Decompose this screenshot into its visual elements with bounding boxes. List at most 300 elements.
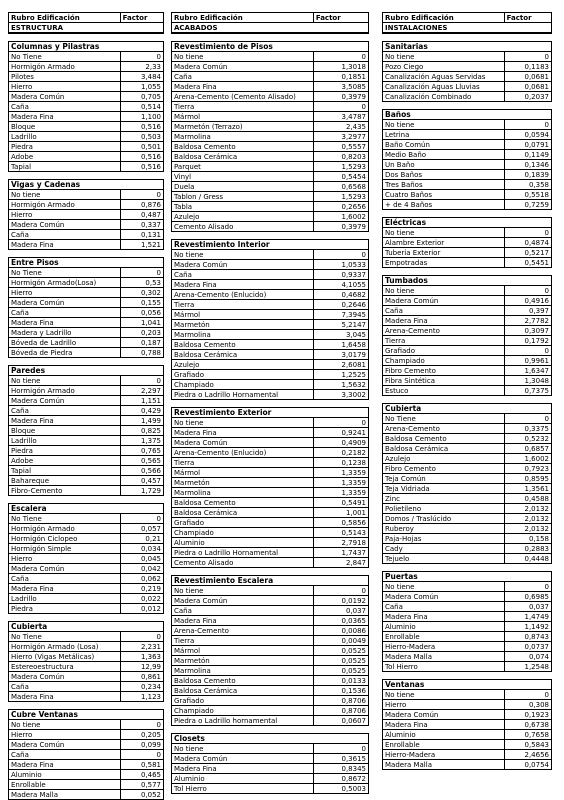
table-row <box>383 484 552 494</box>
factor-value: 0 <box>120 268 163 278</box>
factor-value: 0,057 <box>120 524 163 534</box>
table-row <box>383 494 552 504</box>
rubro-name: Madera Fina <box>9 112 121 122</box>
table-row <box>9 524 164 534</box>
table-row <box>172 438 369 448</box>
factor-value: 1,4749 <box>504 612 551 622</box>
factor-value: 0,6985 <box>504 592 551 602</box>
table-row <box>383 326 552 336</box>
factor-value: 0,155 <box>120 298 163 308</box>
section-title: Revestimiento Interior <box>172 240 369 250</box>
factor-value: 0,8345 <box>313 764 368 774</box>
rubro-name: Pozo Ciego <box>383 62 505 72</box>
rubro-name: Marmolina <box>172 666 314 676</box>
rubro-name: Marmetón <box>172 478 314 488</box>
category-title: ACABADOS <box>172 23 369 34</box>
gap-cell <box>383 564 552 572</box>
gap-cell <box>9 614 164 622</box>
table-row <box>172 448 369 458</box>
factor-value: 0,234 <box>120 682 163 692</box>
rubro-name: Dos Baños <box>383 170 505 180</box>
table-row <box>172 538 369 548</box>
factor-value: 2,297 <box>120 386 163 396</box>
rubro-name: Marmolina <box>172 330 314 340</box>
table-row <box>383 414 552 424</box>
rubro-name: No tiene <box>383 228 505 238</box>
table-row <box>172 290 369 300</box>
rubro-name: Madera Fina <box>172 616 314 626</box>
table-row <box>172 142 369 152</box>
gap-cell <box>9 496 164 504</box>
factor-value: 0,302 <box>120 288 163 298</box>
table-row <box>172 350 369 360</box>
rubro-name: Parquet <box>172 162 314 172</box>
gap-cell <box>9 33 164 42</box>
table-row <box>9 268 164 278</box>
factor-value: 1,2548 <box>504 662 551 672</box>
rubro-name: Madera Común <box>9 220 121 230</box>
factor-value: 0,4874 <box>504 238 551 248</box>
table-row <box>172 646 369 656</box>
section-gap <box>9 250 164 258</box>
table-row <box>383 228 552 238</box>
table-row <box>383 92 552 102</box>
table-row <box>383 82 552 92</box>
rubro-name: Baldosa Cerámica <box>172 686 314 696</box>
table-row <box>172 754 369 764</box>
factor-value: 0,4588 <box>504 494 551 504</box>
factor-value: 0,788 <box>120 348 163 358</box>
rubro-name: Madera Fina <box>9 240 121 250</box>
rubro-name: Marmetón <box>172 656 314 666</box>
table-row <box>172 616 369 626</box>
factor-value: 0,5557 <box>313 142 368 152</box>
rubro-name: Madera Fina <box>9 692 121 702</box>
table-row <box>383 306 552 316</box>
factor-value: 1,3561 <box>504 484 551 494</box>
rubro-name: No tiene <box>383 690 505 700</box>
factor-value: 1,729 <box>120 486 163 496</box>
factor-value: 0,705 <box>120 92 163 102</box>
table-row <box>383 356 552 366</box>
rubro-name: Tierra <box>172 102 314 112</box>
factor-value: 0,203 <box>120 328 163 338</box>
factor-value: 0,581 <box>120 760 163 770</box>
table-row <box>9 102 164 112</box>
section-gap <box>383 564 552 572</box>
factor-value: 1,055 <box>120 82 163 92</box>
factor-value: 1,6347 <box>504 366 551 376</box>
factor-value: 0,219 <box>120 584 163 594</box>
rubro-name: Bahareque <box>9 476 121 486</box>
table-row <box>383 346 552 356</box>
factor-value: 2,33 <box>120 62 163 72</box>
factor-value: 0 <box>313 418 368 428</box>
rubro-name: No tiene <box>383 286 505 296</box>
factor-value: 0,022 <box>120 594 163 604</box>
rubro-name: Madera Malla <box>383 760 505 770</box>
section-title: Vigas y Cadenas <box>9 180 164 190</box>
rubro-name: Aluminio <box>383 730 505 740</box>
rubro-name: Mármol <box>172 468 314 478</box>
rubro-name: No tiene <box>383 582 505 592</box>
rubro-name: Piedra <box>9 604 121 614</box>
rubro-name: Fibro Cemento <box>383 464 505 474</box>
rubro-name: Baño Común <box>383 140 505 150</box>
table-row <box>172 250 369 260</box>
table-row <box>383 366 552 376</box>
rubro-name: Hormigón Armado <box>9 386 121 396</box>
rubro-name: Enrollable <box>9 780 121 790</box>
factor-value: 0,7658 <box>504 730 551 740</box>
table-row <box>9 376 164 386</box>
section-title-row <box>172 734 369 744</box>
factor-value: 0,5143 <box>313 528 368 538</box>
rubro-name: Madera Común <box>383 296 505 306</box>
gap-cell <box>383 268 552 276</box>
rubro-name: No Tiene <box>9 514 121 524</box>
rubro-name: Madera Común <box>383 710 505 720</box>
factor-value: 0,158 <box>504 534 551 544</box>
section-title-row <box>383 680 552 690</box>
rubro-name: Baldosa Cemento <box>383 434 505 444</box>
section-title-row <box>383 572 552 582</box>
factor-value: 7,3945 <box>313 310 368 320</box>
rubro-name: Madera Malla <box>9 790 121 800</box>
gap-cell <box>9 702 164 710</box>
table-row <box>9 720 164 730</box>
factor-value: 0,012 <box>120 604 163 614</box>
factor-value: 0,514 <box>120 102 163 112</box>
rubro-name: Medio Baño <box>383 150 505 160</box>
factor-value: 0,0681 <box>504 82 551 92</box>
table-row <box>172 656 369 666</box>
factor-value: 0,6738 <box>504 720 551 730</box>
table-row <box>172 380 369 390</box>
table-row <box>9 642 164 652</box>
rubro-name: No Tiene <box>9 268 121 278</box>
factor-value: 0,2182 <box>313 448 368 458</box>
factor-value: 0,429 <box>120 406 163 416</box>
table-row <box>9 604 164 614</box>
section-title-row <box>383 276 552 286</box>
rubro-name: Piedra o Ladrillo Hornamental <box>172 548 314 558</box>
factor-value: 0,1792 <box>504 336 551 346</box>
rubro-name: Hierro <box>9 288 121 298</box>
factor-table <box>382 12 552 770</box>
rubro-name: Tapial <box>9 162 121 172</box>
table-row <box>383 710 552 720</box>
table-row <box>172 418 369 428</box>
table-row <box>9 328 164 338</box>
factor-value: 0 <box>504 690 551 700</box>
table-row <box>172 132 369 142</box>
rubro-name: Madera Fina <box>9 416 121 426</box>
estructura-column <box>8 12 164 800</box>
table-row <box>383 316 552 326</box>
rubro-name: Grafiado <box>383 346 505 356</box>
rubro-name: Baldosa Cerámica <box>172 508 314 518</box>
rubro-name: Madera Fina <box>9 760 121 770</box>
rubro-name: Canalización Combinado <box>383 92 505 102</box>
table-row <box>172 82 369 92</box>
factor-value: 0 <box>504 120 551 130</box>
rubro-name: Caña <box>172 270 314 280</box>
rubro-name: Mármol <box>172 310 314 320</box>
table-row <box>172 586 369 596</box>
rubro-name: Marmetón (Terrazo) <box>172 122 314 132</box>
table-row <box>383 662 552 672</box>
rubro-name: Madera Fina <box>383 720 505 730</box>
factor-value: 0 <box>504 582 551 592</box>
factor-value: 0 <box>504 286 551 296</box>
factor-value: 0,034 <box>120 544 163 554</box>
rubro-name: Letrina <box>383 130 505 140</box>
factor-value: 0,8672 <box>313 774 368 784</box>
rubro-name: Un Baño <box>383 160 505 170</box>
table-row <box>383 642 552 652</box>
rubro-name: Arena-Cemento <box>383 424 505 434</box>
table-row <box>9 348 164 358</box>
section-title-row <box>383 404 552 414</box>
factor-value: 0,397 <box>504 306 551 316</box>
table-row <box>9 298 164 308</box>
rubro-name: Baldosa Cerámica <box>172 152 314 162</box>
table-row <box>383 286 552 296</box>
header-label: Rubro Edificación <box>172 13 314 23</box>
factor-value: 0,3097 <box>504 326 551 336</box>
table-row <box>172 260 369 270</box>
rubro-name: + de 4 Baños <box>383 200 505 210</box>
rubro-name: Champiado <box>172 528 314 538</box>
table-row <box>383 582 552 592</box>
table-row <box>383 504 552 514</box>
gap-cell <box>172 726 369 734</box>
rubro-name: Ladrillo <box>9 594 121 604</box>
table-row <box>172 706 369 716</box>
factor-value: 1,041 <box>120 318 163 328</box>
table-row <box>172 676 369 686</box>
table-row <box>383 160 552 170</box>
table-row <box>383 632 552 642</box>
table-row <box>9 584 164 594</box>
factor-value: 0,099 <box>120 740 163 750</box>
table-row <box>9 514 164 524</box>
rubro-name: Adobe <box>9 456 121 466</box>
factor-value: 1,100 <box>120 112 163 122</box>
factor-value: 0 <box>313 586 368 596</box>
table-row <box>9 436 164 446</box>
table-row <box>9 574 164 584</box>
section-gap <box>172 400 369 408</box>
table-row <box>9 308 164 318</box>
section-title-row <box>172 240 369 250</box>
factor-value: 0,5454 <box>313 172 368 182</box>
rubro-name: Enrollable <box>383 740 505 750</box>
rubro-name: Madera Fina <box>383 612 505 622</box>
factor-value: 1,6458 <box>313 340 368 350</box>
factor-value: 0 <box>120 514 163 524</box>
section-gap <box>172 33 369 42</box>
table-row <box>9 220 164 230</box>
factor-value: 0,9961 <box>504 356 551 366</box>
table-row <box>9 112 164 122</box>
factor-value: 0,8595 <box>504 474 551 484</box>
header-factor: Factor <box>313 13 368 23</box>
table-row <box>172 112 369 122</box>
factor-value: 2,847 <box>313 558 368 568</box>
rubro-name: Cuatro Baños <box>383 190 505 200</box>
table-row <box>9 632 164 642</box>
factor-value: 0 <box>504 52 551 62</box>
rubro-name: Canalización Aguas Servidas <box>383 72 505 82</box>
gap-cell <box>172 400 369 408</box>
table-row <box>9 554 164 564</box>
section-title: Revestimiento Escalera <box>172 576 369 586</box>
factor-value: 0,5217 <box>504 248 551 258</box>
table-row <box>9 730 164 740</box>
factor-value: 0,503 <box>120 132 163 142</box>
rubro-name: Aluminio <box>9 770 121 780</box>
table-row <box>383 52 552 62</box>
factor-value: 0,5451 <box>504 258 551 268</box>
factor-value: 1,521 <box>120 240 163 250</box>
table-row <box>172 478 369 488</box>
factor-value: 0 <box>313 102 368 112</box>
table-row <box>172 212 369 222</box>
section-title-row <box>9 180 164 190</box>
factor-value: 0 <box>120 190 163 200</box>
factor-value: 0,3979 <box>313 92 368 102</box>
section-gap <box>383 33 552 42</box>
rubro-name: Madera Común <box>9 672 121 682</box>
factor-value: 2,435 <box>313 122 368 132</box>
factor-value: 3,3002 <box>313 390 368 400</box>
table-row <box>172 280 369 290</box>
factor-value: 0 <box>504 346 551 356</box>
rubro-name: No tiene <box>172 586 314 596</box>
table-row <box>9 770 164 780</box>
factor-value: 0,2646 <box>313 300 368 310</box>
rubro-name: Fibra Sintética <box>383 376 505 386</box>
rubro-name: Vinyl <box>172 172 314 182</box>
table-row <box>383 336 552 346</box>
factor-value: 1,5632 <box>313 380 368 390</box>
section-gap <box>9 702 164 710</box>
rubro-name: Tubería Exterior <box>383 248 505 258</box>
rubro-name: Caña <box>172 72 314 82</box>
rubro-name: Madera Malla <box>383 652 505 662</box>
table-row <box>383 730 552 740</box>
rubro-name: No tiene <box>172 744 314 754</box>
rubro-name: Hormigón Ciclopeo <box>9 534 121 544</box>
rubro-name: Hormigón Armado <box>9 524 121 534</box>
rubro-name: Teja Vidriada <box>383 484 505 494</box>
rubro-name: Tol Hierro <box>383 662 505 672</box>
rubro-name: Bloque <box>9 122 121 132</box>
category-title: ESTRUCTURA <box>9 23 164 34</box>
section-gap <box>172 232 369 240</box>
rubro-name: Champiado <box>383 356 505 366</box>
table-row <box>172 498 369 508</box>
header-label: Rubro Edificación <box>9 13 121 23</box>
rubro-name: Hormigón Armado <box>9 62 121 72</box>
rubro-name: Tierra <box>383 336 505 346</box>
gap-cell <box>172 232 369 240</box>
factor-value: 2,0132 <box>504 524 551 534</box>
table-row <box>172 92 369 102</box>
section-title: Entre Pisos <box>9 258 164 268</box>
section-gap <box>9 496 164 504</box>
table-row <box>383 140 552 150</box>
table-row <box>383 170 552 180</box>
table-row <box>9 142 164 152</box>
section-gap <box>383 210 552 218</box>
factor-value: 0,2883 <box>504 544 551 554</box>
table-row <box>9 82 164 92</box>
factor-value: 1,001 <box>313 508 368 518</box>
rubro-name: Bóveda de Ladrillo <box>9 338 121 348</box>
factor-value: 0,0525 <box>313 646 368 656</box>
table-row <box>172 122 369 132</box>
factor-value: 0,037 <box>313 606 368 616</box>
rubro-name: Estuco <box>383 386 505 396</box>
rubro-name: No tiene <box>383 52 505 62</box>
factor-value: 0,358 <box>504 180 551 190</box>
table-row <box>172 744 369 754</box>
factor-value: 0,5491 <box>313 498 368 508</box>
section-title: Paredes <box>9 366 164 376</box>
factor-value: 2,0132 <box>504 504 551 514</box>
factor-value: 1,6002 <box>504 454 551 464</box>
factor-value: 0,0681 <box>504 72 551 82</box>
rubro-name: Madera Común <box>172 438 314 448</box>
rubro-name: Baldosa Cerámica <box>172 350 314 360</box>
table-row <box>172 320 369 330</box>
rubro-name: Arena-Cemento (Enlucido) <box>172 290 314 300</box>
section-gap <box>9 172 164 180</box>
table-row <box>9 456 164 466</box>
table-row <box>172 696 369 706</box>
table-row <box>383 592 552 602</box>
rubro-name: Madera y Ladrillo <box>9 328 121 338</box>
table-row <box>9 534 164 544</box>
factor-value: 0,465 <box>120 770 163 780</box>
rubro-name: Marmolina <box>172 132 314 142</box>
rubro-name: Ladrillo <box>9 436 121 446</box>
rubro-name: Tierra <box>172 300 314 310</box>
table-row <box>9 406 164 416</box>
rubro-name: Madera Fina <box>172 82 314 92</box>
table-row <box>383 464 552 474</box>
factor-value: 0,062 <box>120 574 163 584</box>
table-row <box>9 426 164 436</box>
factor-value: 0,5232 <box>504 434 551 444</box>
table-row <box>9 780 164 790</box>
rubro-name: Azulejo <box>172 212 314 222</box>
acabados-column <box>171 12 369 794</box>
table-row <box>383 238 552 248</box>
rubro-name: Madera Común <box>9 564 121 574</box>
rubro-name: No tiene <box>9 720 121 730</box>
table-row <box>383 150 552 160</box>
table-row <box>172 182 369 192</box>
table-row <box>172 548 369 558</box>
factor-value: 2,0132 <box>504 514 551 524</box>
factor-value: 1,123 <box>120 692 163 702</box>
rubro-name: Hierro <box>9 730 121 740</box>
factor-value: 0,825 <box>120 426 163 436</box>
